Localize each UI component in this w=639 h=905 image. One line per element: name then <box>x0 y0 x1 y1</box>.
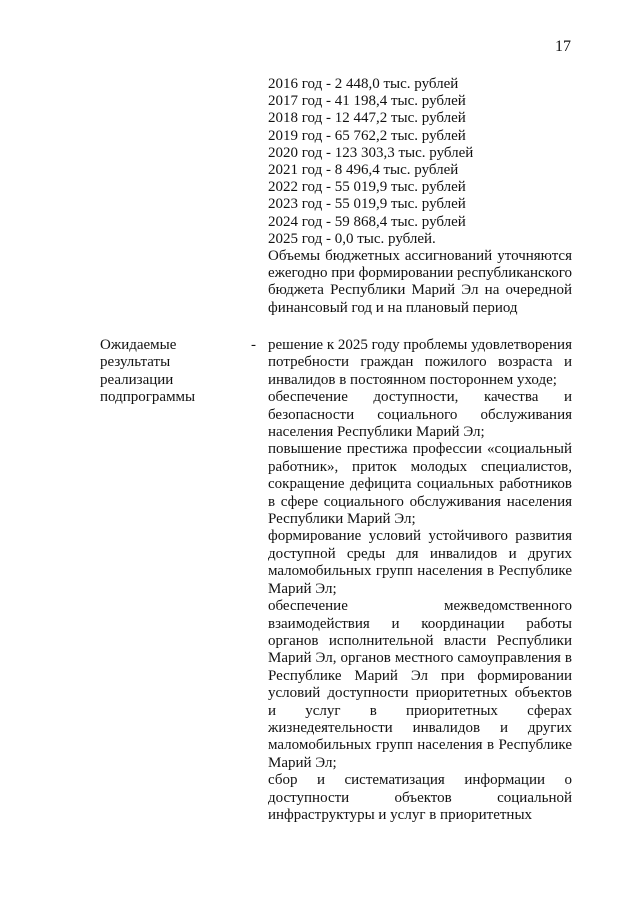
expected-results-list <box>268 337 572 824</box>
result-item-4: формирование условий устойчивого развития доступной среды для инвалидов и других маломобильных групп населения в Республике Марий Эл; <box>268 528 572 597</box>
result-item-1: решение к 2025 году проблемы удовлетворения потребности граждан пожилого возраста и инвалидов в постоянном постороннем уходе; <box>268 337 572 388</box>
funding-year-2016: 2016 год - 2 448,0 тыс. рублей <box>268 76 459 92</box>
funding-section <box>268 76 572 317</box>
row-dash: - <box>251 337 256 353</box>
result-item-5: обеспечение межведомственного взаимодействия и координации работы органов исполнительной власти Республики Марий Эл, органов местного самоуправления в Республике Марий Эл при формировании условий доступности приоритетных объектов и услуг в приоритетных сферах жизнедеятельности инвалидов и других маломобильных групп населения в Республике Марий Эл; <box>268 598 572 771</box>
result-item-3: повышение престижа профессии «социальный работник», приток молодых специалистов, сокращение дефицита социальных работников в сфере социального обслуживания населения Республики Марий Эл; <box>268 441 572 528</box>
result-item-2: обеспечение доступности, качества и безопасности социального обслуживания населения Республики Марий Эл; <box>268 389 572 441</box>
funding-year-2018: 2018 год - 12 447,2 тыс. рублей <box>268 110 466 127</box>
funding-note: Объемы бюджетных ассигнований уточняются ежегодно при формировании республиканского бюджета Республики Марий Эл на очередной финансовый год и на плановый период <box>268 248 572 316</box>
funding-year-2019: 2019 год - 65 762,2 тыс. рублей <box>268 127 466 144</box>
funding-year-2024: 2024 год - 59 868,4 тыс. рублей <box>268 213 466 230</box>
funding-year-2021: 2021 год - 8 496,4 тыс. рублей <box>268 162 459 179</box>
funding-year-2023: 2023 год - 55 019,9 тыс. рублей <box>268 196 466 213</box>
funding-year-2022: 2022 год - 55 019,9 тыс. рублей <box>268 179 466 196</box>
page-number: 17 <box>555 38 571 55</box>
result-item-6: сбор и систематизация информации о доступности объектов социальной инфраструктуры и услуг в приоритетных <box>268 772 572 823</box>
expected-results-label: Ожидаемые результаты реализации подпрограммы <box>100 337 196 406</box>
funding-year-2017: 2017 год - 41 198,4 тыс. рублей <box>268 93 466 110</box>
funding-year-2025: 2025 год - 0,0 тыс. рублей. <box>268 230 436 247</box>
funding-year-2020: 2020 год - 123 303,3 тыс. рублей <box>268 144 474 161</box>
